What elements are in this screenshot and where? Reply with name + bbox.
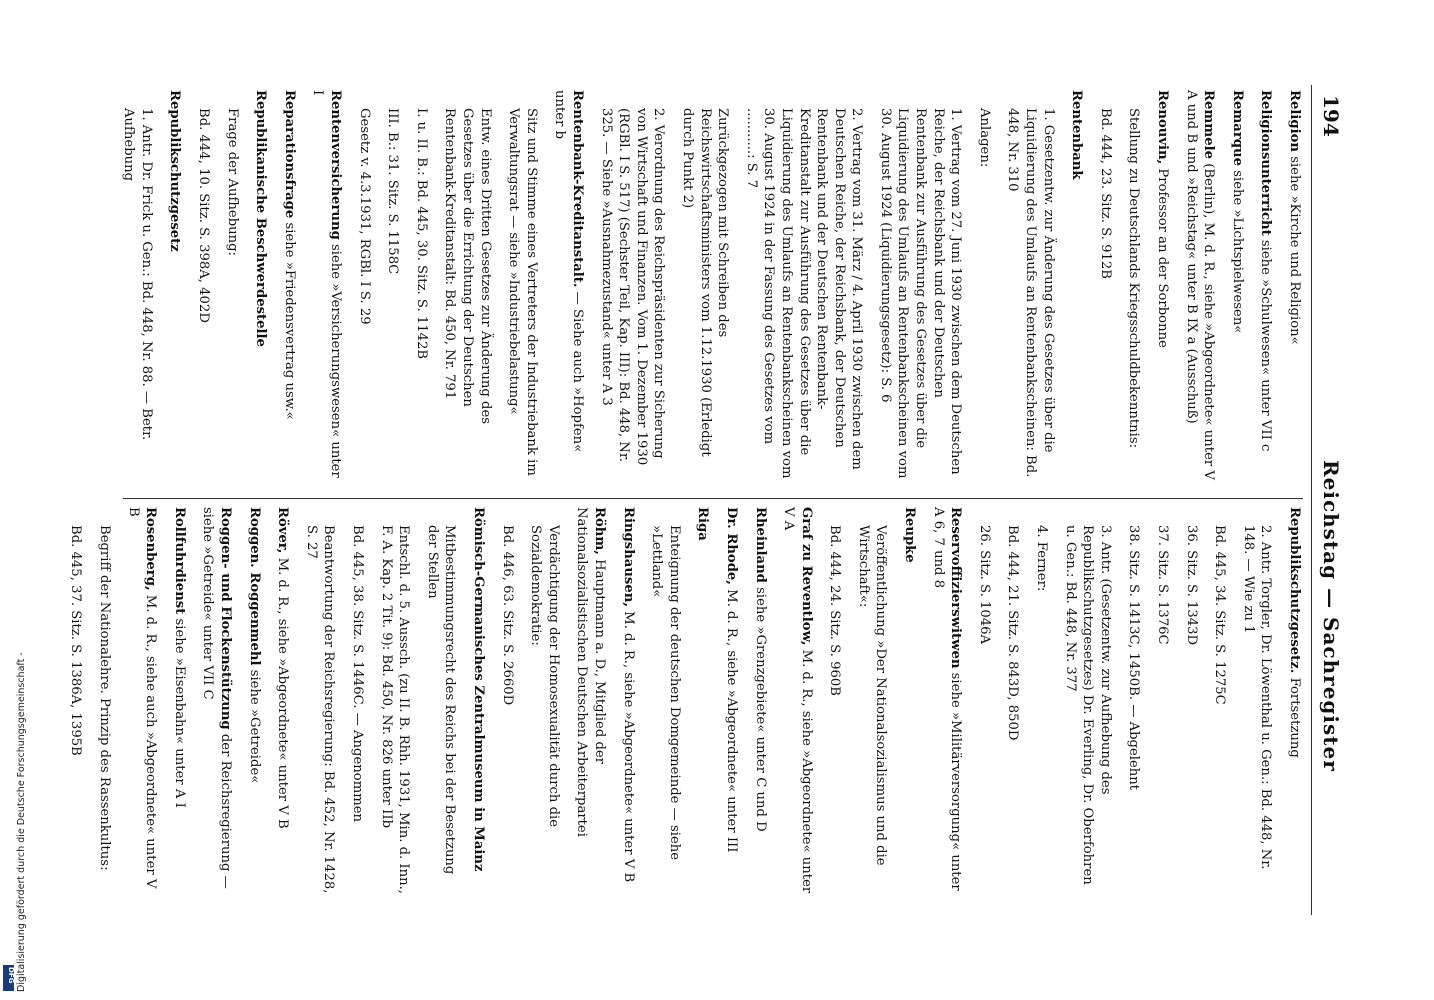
index-entry <box>124 507 159 897</box>
index-text: Bd. 445, 37. Sitz. S. 1386A, 1395B <box>68 525 84 756</box>
index-text: 2. Verordnung des Reichspräsidenten zur Sicherung von Wirtschaft und Finanzen. Vom 1. Dezember 1930 (RGBl. I S. 517) (Sechster Teil, Kap. III): Bd. 448, Nr. 325. — Siehe »Ausnahmezustand« unter A 3 <box>598 108 667 466</box>
index-entry <box>573 507 608 897</box>
index-text: 4. Ferner: <box>1034 525 1050 592</box>
index-text: siehe »Grenzgebiete« unter C und D <box>752 587 768 832</box>
index-term: Reparationsfrage <box>281 90 297 219</box>
index-entry <box>423 507 458 897</box>
index-text: M. d. R., siehe »Abgeordnete« unter V A <box>781 507 814 894</box>
index-entry <box>170 507 188 897</box>
dfg-logo <box>3 965 14 991</box>
index-entry <box>441 90 494 480</box>
index-term: Röhm, <box>591 507 607 555</box>
index-text: Professor an der Sorbonne <box>1155 168 1171 348</box>
index-term: Republikschutzgesetz <box>167 90 183 252</box>
index-entry <box>597 90 667 480</box>
index-entry <box>1032 507 1050 897</box>
index-entry <box>876 90 964 480</box>
index-term: Roggen. Roggenmehl <box>246 507 262 666</box>
index-entry <box>199 507 234 897</box>
index-term: Republikanische Beschwerdestelle <box>253 90 269 347</box>
index-term: Rheinland <box>752 507 768 583</box>
right-column <box>68 507 1303 897</box>
index-term: Religionsunterricht <box>1258 90 1274 236</box>
index-entry <box>929 507 964 897</box>
index-text: Fortsetzung <box>1287 677 1302 758</box>
index-entry <box>195 90 213 480</box>
index-entry <box>120 90 155 480</box>
index-text: 37. Sitz. S. 1376C <box>1155 525 1171 645</box>
index-term: Römisch-Germanisches Zentralmuseum in Mainz <box>471 507 486 872</box>
digitization-credit-strip <box>0 0 27 1000</box>
index-entry <box>1153 507 1171 897</box>
index-entry <box>780 507 815 897</box>
index-text: Enteignung der deutschen Domgemeinde — siehe »Lettland« <box>649 525 682 861</box>
index-text: 2. Vertrag vom 31. März / 4. April 1930 zwischen dem Deutschen Reiche, der Reichsbank, der Deutschen Rentenbank und der Deutschen Rentenbank-Kreditanstalt zur Ausführung des Gesetzes über die Liquidierung des Umlaufs an Rentenbankscheinen vom 30. August 1924 in der Fassung des Gesetzes vom ...........: S. 7 <box>743 108 865 479</box>
index-text: 3. Antr. (Gesetzentw. zur Aufhebung des Republikschutzgesetzes) Dr. Everling, Dr. Oberfohren u. Gen.: Bd. 448, Nr. 377 <box>1062 525 1113 885</box>
index-text: 1. Vertrag vom 27. Juni 1930 zwischen dem Deutschen Reiche, der Reichsbank und der Deutschen Rentenbank zur Ausführung des Gesetzes über die Liquidierung des Umlaufs an Rentenbankscheinen vom 30. August 1924 (Liquidierungsgesetz): S. 6 <box>877 108 964 479</box>
index-entry <box>678 90 731 480</box>
index-text: Bd. 446, 63. Sitz. S. 2660D <box>499 525 515 706</box>
index-text: siehe »Versicherungswesen« unter I <box>310 90 344 478</box>
index-entry <box>1285 507 1303 897</box>
index-text: I. u. II. B.: Bd. 445, 30. Sitz. S. 1142B <box>413 108 429 360</box>
index-text: Beantwortung der Reichsregierung: Bd. 452, Nr. 1428, S. 27 <box>303 525 337 894</box>
index-text: Anlagen: <box>976 108 992 168</box>
index-text: 1. Gesetzentw. zur Änderung des Gesetzes über die Liquidierung des Umlaufs an Rentenbankscheinen: Bd. 448, Nr. 310 <box>1005 108 1056 478</box>
index-entry <box>751 507 769 897</box>
index-entry <box>1211 507 1229 897</box>
index-entry <box>1182 90 1217 480</box>
index-term: Röver, <box>275 507 291 554</box>
index-text: Entw. eines Dritten Gesetzes zur Änderung des Gesetzes über die Errichtung der Deutschen Rentenbank-Kreditanstalt: Bd. 450, Nr. 791 <box>442 108 493 425</box>
index-entry <box>901 507 919 897</box>
index-text: 38. Sitz. S. 1413C, 1450B. — Abgelehnt <box>1126 525 1142 791</box>
left-column <box>121 90 1303 480</box>
index-text: Bd. 444, 10. Sitz. S. 398A, 402D <box>196 108 212 323</box>
index-entry <box>252 90 270 480</box>
index-text: 36. Sitz. S. 1343D <box>1183 525 1199 646</box>
index-term: Remarque <box>1229 90 1245 166</box>
index-entry <box>551 90 586 480</box>
index-text: Veröffentlichung »Der Nationalsozialismus und die Wirtschaft«: <box>855 525 889 866</box>
index-text: Bd. 445, 38. Sitz. S. 1446C. — Angenommen <box>350 525 366 823</box>
index-entry <box>722 507 740 897</box>
index-entry <box>854 507 889 897</box>
index-term: Roggen- und Flockenstützung <box>218 507 234 730</box>
index-text: (Berlin), M. d. R., siehe »Abgeordnete« unter V A und B und »Reichstag« unter B IX a (Ausschuß) <box>1183 90 1217 480</box>
index-entry <box>245 507 263 897</box>
index-text: Gesetz v. 4.3.1931, RGBl. I S. 29 <box>356 108 372 325</box>
index-text: Entschl. d. 5. Aussch. (zu II. B. Rhh. 1931, Min. d. Inn., F. A. Kap. 2 Tit. 9): Bd. 450, Nr. 826 unter IIb <box>378 525 412 894</box>
index-text: siehe »Getreide« <box>246 669 262 784</box>
rotated-page <box>68 0 1395 1000</box>
index-entry <box>377 507 412 897</box>
index-text: siehe »Schulwesen« unter VII c <box>1258 239 1274 452</box>
index-text: Mitbestimmungsrecht des Reichs bei der Besetzung der Stellen <box>424 525 458 875</box>
index-text: Stellung zu Deutschlands Kriegsschuldbekenntnis: <box>1126 108 1142 449</box>
index-text: — Siehe auch »Hopfen« unter b <box>552 90 585 453</box>
index-entry <box>274 507 292 897</box>
index-entry <box>96 507 114 897</box>
index-entry <box>1068 90 1086 480</box>
index-entry <box>1096 90 1114 480</box>
index-text: M. d. R., siehe »Abgeordnete« unter V B <box>620 611 636 883</box>
index-entry <box>166 90 184 480</box>
index-term: Rentenbank <box>1069 90 1085 180</box>
index-text: siehe »Lichtspielwesen« <box>1229 170 1245 334</box>
index-text: Hauptmann a. D., Mitglied der Nationalsozialistischen Deutschen Arbeiterpartei <box>574 507 607 837</box>
index-term: Reupke <box>902 507 918 563</box>
index-text: 2. Antr. Torgler, Dr. Löwenthal u. Gen.: Bd. 448, Nr. 148. — Wie zu 1 <box>1240 525 1274 870</box>
index-term: Religion <box>1287 90 1302 152</box>
header-rule <box>1311 85 1312 915</box>
index-entry <box>527 507 562 897</box>
index-entry <box>223 90 241 480</box>
index-entry <box>1285 90 1303 480</box>
index-text: siehe »Kirche und Religion« <box>1287 156 1302 345</box>
index-term: Renouvin, <box>1155 90 1171 165</box>
dfg-logo-text: DFG <box>7 967 15 984</box>
index-entry <box>384 90 402 480</box>
index-text: Bd. 444, 21. Sitz. S. 843D, 850D <box>1005 525 1021 741</box>
index-text: der Reichsregierung — siehe »Getreide« unter VII C <box>200 507 234 889</box>
index-entry <box>1182 507 1200 897</box>
index-text: siehe »Friedensvertrag usw.« <box>281 222 297 420</box>
index-entry <box>505 90 540 480</box>
index-entry <box>67 507 85 897</box>
index-term: Remmele <box>1201 90 1217 160</box>
index-term: Rosenberg, <box>143 507 159 591</box>
column-divider <box>123 498 1303 499</box>
index-entry <box>1228 90 1246 480</box>
index-entry <box>469 507 487 897</box>
index-term: Dr. Rhode, <box>723 507 739 585</box>
index-term: Rollfuhrdienst <box>171 507 187 615</box>
index-entry <box>975 90 993 480</box>
index-text: M. d. R., siehe »Abgeordnete« unter III <box>723 589 739 853</box>
index-text: siehe »Eisenbahn« unter A I <box>171 618 187 808</box>
index-entry <box>498 507 516 897</box>
index-entry <box>309 90 344 480</box>
index-entry <box>975 507 993 897</box>
index-entry <box>1153 90 1171 480</box>
index-text: Bd. 445, 34. Sitz. S. 1275C <box>1212 525 1228 705</box>
index-entry <box>280 90 298 480</box>
index-entry <box>412 90 430 480</box>
index-entry <box>1257 90 1275 480</box>
index-text: Bd. 444, 24. Sitz. S. 960B <box>827 525 843 696</box>
index-text: Begriff der Nationalehre. Prinzip des Rassenkultus: <box>97 525 113 871</box>
index-text: M. d. R., siehe »Abgeordnete« unter V B <box>275 557 291 829</box>
index-entry <box>1061 507 1114 897</box>
index-term: Rentenbank-Kreditanstalt. <box>570 90 585 288</box>
index-text: M. d. R., siehe auch »Abgeordnete« unter V B <box>125 507 159 889</box>
index-entry <box>1125 507 1143 897</box>
page-header <box>1311 85 1347 915</box>
index-entry <box>1125 90 1143 480</box>
index-entry <box>1004 90 1057 480</box>
index-text: Zurückgezogen mit Schreiben des Reichswirtschaftsministers vom 1.12.1930 (Erledigt durch Punkt 2) <box>679 108 731 457</box>
index-term: Riga <box>695 507 711 541</box>
index-term: Graf zu Reventlow, <box>798 507 814 646</box>
index-entry <box>619 507 637 897</box>
digitization-credit: Digitalisierung gefördert durch die Deutsche Forschungsgemeinschaft - <box>16 652 27 992</box>
index-entry <box>1004 507 1022 897</box>
index-entry <box>694 507 712 897</box>
index-entry <box>826 507 844 897</box>
index-term: Republikschutzgesetz. <box>1287 507 1302 674</box>
index-entry <box>1239 507 1274 897</box>
index-text: 26. Sitz. S. 1046A <box>976 525 992 645</box>
index-term: Rentenversicherung <box>328 90 344 240</box>
index-text: Frage der Aufhebung: <box>224 108 240 257</box>
index-entry <box>355 90 373 480</box>
index-term: Reservoffizierswitwen <box>948 507 964 669</box>
index-text: 1. Antr. Dr. Frick u. Gen.: Bd. 448, Nr. 88. — Betr. Aufhebung <box>121 108 154 441</box>
index-text: Verdächtigung der Homosexualität durch die Sozialdemokratie: <box>528 525 561 828</box>
index-entry <box>348 507 366 897</box>
page-number: 194 <box>1319 95 1343 137</box>
index-entry <box>648 507 683 897</box>
index-entry <box>742 90 865 480</box>
index-text: siehe »Militärversorgung« unter A 6, 7 und 8 <box>930 507 964 891</box>
index-text: Sitz und Stimme eines Vertreters der Industriebank im Verwaltungsrat — siehe »Industriebelastung« <box>506 108 539 476</box>
page-title: Reichstag — Sachregister <box>1319 460 1343 772</box>
index-entry <box>302 507 337 897</box>
index-text: III. B.: 31. Sitz. S. 1158C <box>385 108 401 275</box>
index-text: Bd. 444, 23. Sitz. S. 912B <box>1097 108 1113 279</box>
index-term: Ringshausen, <box>620 507 636 607</box>
